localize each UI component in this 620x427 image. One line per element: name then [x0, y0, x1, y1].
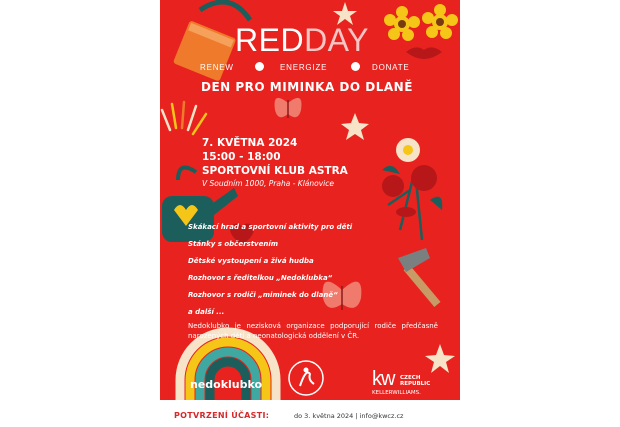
footer-label: POTVRZENÍ ÚČASTI: — [174, 411, 270, 420]
tagline-donate: DONATE — [372, 63, 410, 72]
kw-logo-wordmark: KELLERWILLIAMS. — [372, 390, 421, 396]
event-address: V Soudním 1000, Praha - Klánovice — [202, 179, 334, 188]
tagline-renew: RENEW — [200, 63, 234, 72]
partner-seal-logo — [286, 358, 326, 398]
hammer-icon — [398, 248, 440, 307]
footer-details: do 3. května 2024 | info@kwcz.cz — [294, 412, 404, 420]
kw-logo-mark: kw — [372, 368, 395, 390]
kw-logo-line1: CZECH — [400, 375, 421, 381]
tagline-dot-icon — [351, 62, 360, 71]
page-title — [235, 22, 369, 59]
star-icon — [425, 344, 455, 373]
tagline-dot-icon — [255, 62, 264, 71]
activity-item: Rozhovor s rodiči „miminek do dlaně“ — [188, 291, 338, 299]
butterfly-icon — [275, 98, 302, 118]
event-venue: SPORTOVNÍ KLUB ASTRA — [202, 165, 348, 177]
flower-icon — [422, 4, 458, 39]
event-time: 15:00 - 18:00 — [202, 151, 281, 163]
burst-lines-icon — [162, 102, 206, 134]
activity-item: a další ... — [188, 308, 225, 316]
poster-red-panel — [160, 0, 460, 400]
activity-item: Stánky s občerstvením — [188, 240, 279, 248]
event-date: 7. KVĚTNA 2024 — [202, 137, 298, 149]
flower-icon — [384, 6, 420, 41]
title-accent: DAY — [304, 22, 369, 58]
tagline-energize: ENERGIZE — [280, 63, 328, 72]
activity-item: Skákací hrad a sportovní aktivity pro děti — [188, 223, 353, 231]
nedoklubko-logo: nedoklubko — [190, 378, 263, 391]
kw-logo-country — [400, 375, 430, 387]
title-main: RED — [235, 22, 305, 58]
activity-item: Dětské vystoupení a živá hudba — [188, 257, 314, 265]
flower-bouquet-icon — [382, 138, 442, 240]
kw-logo-line2: REPUBLIC — [400, 381, 431, 387]
lips-icon — [406, 47, 442, 59]
organization-description: Nedoklubko je nezisková organizace podporující rodiče předčasně narozených dětí a neonatologická oddělení v ČR. — [188, 322, 438, 340]
activity-item: Rozhovor s ředitelkou „Nedoklubka“ — [188, 274, 333, 282]
poster — [160, 0, 460, 427]
event-subtitle: DEN PRO MIMINKA DO DLANĚ — [201, 80, 413, 94]
star-icon — [341, 113, 369, 140]
